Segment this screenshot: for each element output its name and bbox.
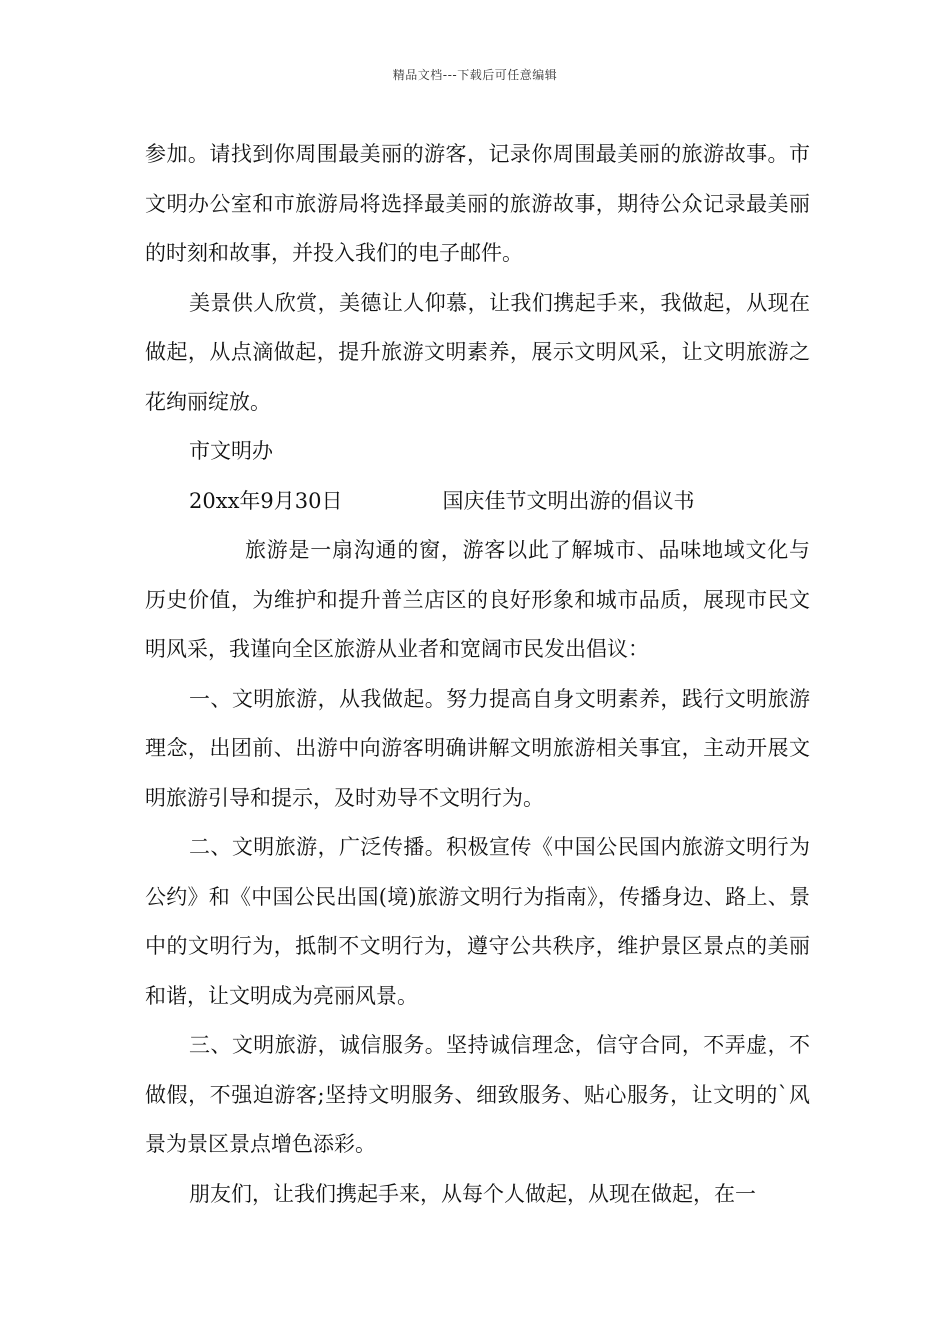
signature: 市文明办 (189, 439, 273, 463)
paragraph-item-1: 一、文明旅游，从我做起。努力提高自身文明素养，践行文明旅游理念，出团前、出游中向游客明确讲解文明旅游相关事宜，主动开展文明旅游引导和提示，及时劝导不文明行为。 (145, 686, 810, 810)
document-body (145, 130, 810, 1219)
paragraph-closing-appeal: 美景供人欣赏，美德让人仰慕，让我们携起手来，我做起，从现在做起，从点滴做起，提升旅游文明素养，展示文明风采，让文明旅游之花绚丽绽放。 (145, 290, 810, 414)
paragraph-item-2: 二、文明旅游，广泛传播。积极宣传《中国公民国内旅游文明行为公约》和《中国公民出国(境)旅游文明行为指南》，传播身边、路上、景中的文明行为，抵制不文明行为，遵守公共秩序，维护景区景点的美丽和谐，让文明成为亮丽风景。 (145, 835, 810, 1008)
paragraph-intro: 旅游是一扇沟通的窗，游客以此了解城市、品味地域文化与历史价值，为维护和提升普兰店区的良好形象和城市品质，展现市民文明风采，我谨向全区旅游从业者和宽阔市民发出倡议： (145, 538, 810, 661)
document-title: 国庆佳节文明出游的倡议书 (442, 488, 695, 513)
paragraph-final: 朋友们，让我们携起手来，从每个人做起，从现在做起，在一 (189, 1181, 756, 1206)
paragraph-item-3: 三、文明旅游，诚信服务。坚持诚信理念，信守合同，不弄虚，不做假，不强迫游客;坚持文明服务、细致服务、贴心服务，让文明的`风景为景区景点增色添彩。 (145, 1033, 810, 1156)
date: 20xx年9月30日 (189, 488, 343, 513)
paragraph-continuation: 参加。请找到你周围最美丽的游客，记录你周围最美丽的旅游故事。市文明办公室和市旅游局将选择最美丽的旅游故事，期待公众记录最美丽的时刻和故事，并投入我们的电子邮件。 (145, 142, 810, 265)
date-and-title-line (145, 477, 810, 527)
page-header: 精品文档---下载后可任意编辑 (392, 68, 558, 82)
